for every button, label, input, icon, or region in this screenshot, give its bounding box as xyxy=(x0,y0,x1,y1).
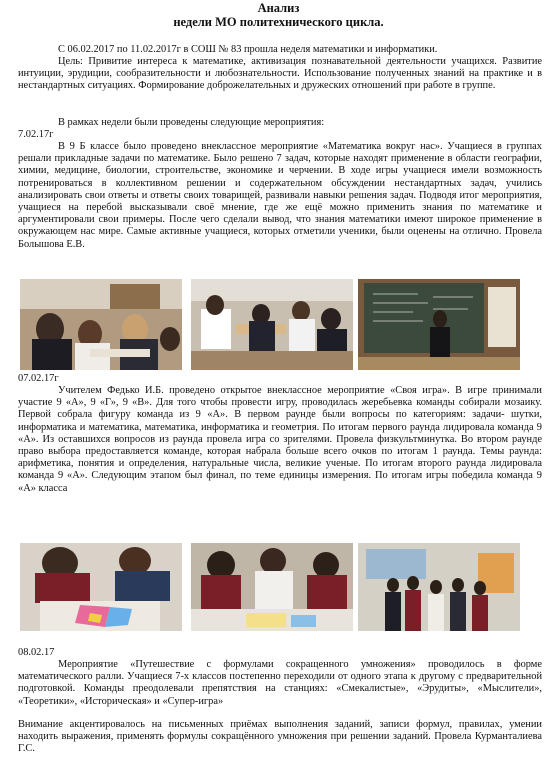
photo-winning-team xyxy=(358,543,520,631)
photo-mosaic-assembly xyxy=(20,543,182,631)
goal-paragraph: Цель: Привитие интереса к математике, активизация познавательной деятельности учащихся. Развитие интуиции, эрудиции, сообразительности и любознательности. Использование полученных знаний на практике и в нестандартных ситуациях. Формирование доброжелательных и дружеских отношений при работе в группе. xyxy=(18,56,542,92)
photo-teams-at-table xyxy=(191,543,353,631)
section1-text: В 9 Б классе было проведено внеклассное мероприятие «Математика вокруг нас». Учащиеся в группах решали прикладные задачи по математике. Было решено 7 задач, которые находят применение в области географии, химии, медицине, биологии, строительстве, экономике и черчении. В ходе игры учащиеся имели возможность потренироваться в коллективном решении и содержательном обсуждении нестандартных задач, учились анализировать свои ответы и ответы своих товарищей, развивали навыки решения задач. Подводя итог мероприятия, учащиеся на перебой высказывали своё мнение, где же ещё можно применить знания по математике и аргументировали свои примеры. После чего сделали вывод, что знания математики имеют широкое применение в окружающем нас мире. Самые активные учащиеся, которых отметили ученики, были оценены на отлично. Провела Болышова Е.В. xyxy=(18,141,542,250)
intro-dates: С 06.02.2017 по 11.02.2017г в СОШ № 83 прошла неделя математики и информатики. xyxy=(58,44,438,55)
photo-students-group-work xyxy=(20,279,182,370)
events-intro: В рамках недели были проведены следующие мероприятия: xyxy=(58,117,325,128)
doc-subtitle: недели МО политехнического цикла. xyxy=(173,15,384,29)
section3-date: 08.02.17 xyxy=(18,647,55,658)
photo-classroom-teams xyxy=(191,279,353,370)
section2-text: Учителем Федько И.Б. проведено открытое внеклассное мероприятие «Своя игра». В игре принимали участие 9 «А», 9 «Г», 9 «В». Для того чтобы провести игру, проводилась жеребьевка команды собирали мозаику. Первой собрала фигуру команда из 9 «А». В первом раунде были вопросы по категориям: задачи- шутки, информатика и математика, математика, информатика и геометрия. По итогам первого раунда лидировала команда 9 «А». Из оставшихся вопросов из раунда провела игра со зрителями. Провела физкультминутка. Во втором раунде право выбора предоставляется команде, которая набрала больше всего очков по итогам 1 раунда. Темы раунда: арифметика, понятия и определения, натуральные числа, великие ученые. По итогам второго раунда лидировала команда 9 «А». Следующим этапом был финал, по теме единицы измерения. По итогам игры победила команда 9 «А» класса xyxy=(18,385,542,494)
section2-date: 07.02.17г xyxy=(18,373,59,384)
photo-teacher-at-board xyxy=(358,279,520,370)
section1-date: 7.02.17г xyxy=(18,129,54,140)
section3-text-continued: Внимание акцентировалось на письменных приёмах выполнения заданий, записи формул, правилах, умении находить выражения, применять формулы сокращённого умножения при решении заданий. Провела Курманталиева Г.С. xyxy=(18,719,542,755)
doc-title: Анализ xyxy=(257,1,300,15)
section3-text: Мероприятие «Путешествие с формулами сокращенного умножения» проводилось в форме математического ралли. Учащиеся 7-х классов постепенно переходили от одного этапа к другому с предварительной подготовкой. Команды преодолевали препятствия на станциях: «Смекалистые», «Эрудиты», «Мыслители», «Теоретики», «Историческая» и «Супер-игра» xyxy=(18,659,542,707)
